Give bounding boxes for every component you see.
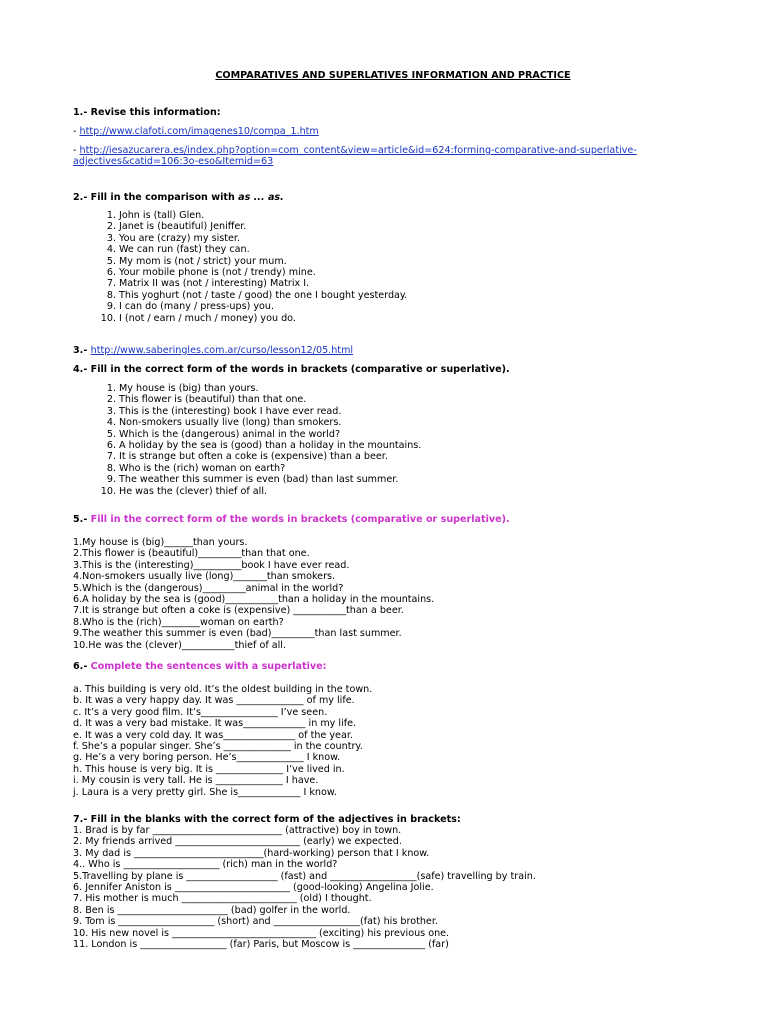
section-1-heading: 1.- Revise this information: bbox=[73, 107, 221, 118]
list-item-text: My mom is (not / strict) your mum. bbox=[119, 255, 287, 267]
exercise-line: b. It was a very happy day. It was ______________ of my life. bbox=[73, 695, 355, 707]
list-item bbox=[99, 383, 421, 394]
exercise-line: d. It was a very bad mistake. It was_____________ in my life. bbox=[73, 718, 357, 730]
link-prefix: - bbox=[73, 145, 80, 156]
list-item bbox=[99, 463, 421, 474]
list-item-text: You are (crazy) my sister. bbox=[119, 232, 241, 244]
list-item-number: 9. bbox=[106, 301, 116, 313]
section-2-heading-text: 2.- Fill in the comparison with bbox=[73, 192, 239, 203]
section-2-heading bbox=[73, 192, 284, 203]
section-5-heading-text: Fill in the correct form of the words in brackets (comparative or superlative). bbox=[90, 514, 510, 525]
list-item-number: 10. bbox=[100, 485, 116, 497]
section-5-lines bbox=[73, 537, 713, 651]
document-title: COMPARATIVES AND SUPERLATIVES INFORMATION AND PRACTICE bbox=[215, 70, 571, 81]
section-6-heading-text: Complete the sentences with a superlative: bbox=[90, 661, 327, 672]
list-item bbox=[99, 256, 407, 267]
list-item-number: 6. bbox=[106, 439, 116, 451]
exercise-line: 3. My dad is ___________________________(hard-working) person that I know. bbox=[73, 847, 430, 859]
list-item-text: It is strange but often a coke is (expensive) than a beer. bbox=[119, 451, 388, 463]
list-item bbox=[99, 210, 407, 221]
list-item bbox=[99, 267, 407, 278]
section-5-heading bbox=[73, 514, 510, 525]
section-1-link-2-row bbox=[73, 145, 713, 156]
section-7-lines bbox=[73, 825, 713, 950]
list-item-number: 7. bbox=[106, 278, 116, 290]
exercise-line: c. It’s a very good film. It’s________________ I’ve seen. bbox=[73, 706, 328, 718]
list-item-text: This flower is (beautiful) than that one. bbox=[119, 394, 307, 406]
list-item bbox=[99, 474, 421, 485]
list-item-text: A holiday by the sea is (good) than a holiday in the mountains. bbox=[119, 439, 422, 451]
exercise-line: e. It was a very cold day. It was_______________ of the year. bbox=[73, 729, 353, 741]
exercise-line: 6. Jennifer Aniston is ________________________ (good-looking) Angelina Jolie. bbox=[73, 881, 434, 893]
section-3-number: 3.- bbox=[73, 345, 91, 356]
list-item-text: My house is (big) than yours. bbox=[119, 383, 259, 394]
list-item bbox=[99, 278, 407, 289]
list-item bbox=[99, 313, 407, 324]
exercise-line: 9. Tom is ____________________ (short) and __________________(fat) his brother. bbox=[73, 916, 438, 928]
exercise-line: 5.Travelling by plane is ___________________ (fast) and __________________(safe) travelling by train. bbox=[73, 870, 536, 882]
list-item-text: Which is the (dangerous) animal in the world? bbox=[119, 428, 341, 440]
list-item bbox=[99, 394, 421, 405]
section-2-heading-emphasis: as ... as. bbox=[238, 192, 284, 203]
exercise-line: 4.Non-smokers usually live (long)_______than smokers. bbox=[73, 571, 336, 583]
exercise-line: 7. His mother is much ________________________ (old) I thought. bbox=[73, 893, 372, 905]
exercise-line: 1.My house is (big)______than yours. bbox=[73, 537, 248, 548]
section-6-heading bbox=[73, 661, 326, 672]
exercise-line: 8.Who is the (rich)________woman on earth? bbox=[73, 616, 284, 628]
list-item-number: 2. bbox=[106, 221, 116, 233]
iesazucarera-link-line-1[interactable]: http://iesazucarera.es/index.php?option=com_content&view=article&id=624:forming-comparative-and-superlative- bbox=[79, 145, 637, 156]
list-item-number: 1. bbox=[106, 210, 116, 221]
exercise-line: 10. His new novel is ______________________________ (exciting) his previous one. bbox=[73, 927, 450, 939]
exercise-line: 2.This flower is (beautiful)_________than that one. bbox=[73, 548, 310, 560]
list-item bbox=[99, 417, 421, 428]
list-item bbox=[99, 429, 421, 440]
exercise-line: 5.Which is the (dangerous)_________animal in the world? bbox=[73, 582, 344, 594]
section-1-link-2-row-continued bbox=[73, 156, 713, 167]
list-item-number: 7. bbox=[106, 451, 116, 463]
section-4-heading: 4.- Fill in the correct form of the words in brackets (comparative or superlative). bbox=[73, 364, 510, 375]
list-item-text: Janet is (beautiful) Jeniffer. bbox=[119, 221, 247, 233]
list-item-text: John is (tall) Glen. bbox=[119, 210, 205, 221]
exercise-line: 10.He was the (clever)___________thief of all. bbox=[73, 639, 287, 651]
list-item-number: 5. bbox=[106, 255, 116, 267]
section-5-number: 5.- bbox=[73, 514, 91, 525]
exercise-line: a. This building is very old. It’s the oldest building in the town. bbox=[73, 684, 373, 695]
list-item-number: 2. bbox=[106, 394, 116, 406]
exercise-line: 8. Ben is _______________________ (bad) golfer in the world. bbox=[73, 904, 351, 916]
list-item-number: 6. bbox=[106, 266, 116, 278]
list-item-number: 3. bbox=[106, 232, 116, 244]
exercise-line: j. Laura is a very pretty girl. She is_____________ I know. bbox=[73, 786, 337, 798]
list-item-number: 4. bbox=[106, 244, 116, 256]
list-item bbox=[99, 301, 407, 312]
list-item-text: The weather this summer is even (bad) than last summer. bbox=[119, 474, 399, 486]
list-item-text: We can run (fast) they can. bbox=[119, 244, 250, 256]
saberingles-link[interactable]: http://www.saberingles.com.ar/curso/lesson12/05.html bbox=[90, 345, 354, 356]
exercise-line: g. He’s a very boring person. He’s______________ I know. bbox=[73, 752, 341, 764]
exercise-line: f. She’s a popular singer. She’s ______________ in the country. bbox=[73, 740, 363, 752]
exercise-line: 9.The weather this summer is even (bad)_________than last summer. bbox=[73, 628, 402, 640]
list-item-text: This is the (interesting) book I have ever read. bbox=[119, 405, 342, 417]
list-item-text: Matrix II was (not / interesting) Matrix I. bbox=[119, 278, 310, 290]
list-item bbox=[99, 290, 407, 301]
list-item bbox=[99, 486, 421, 497]
list-item bbox=[99, 244, 407, 255]
list-item bbox=[99, 451, 421, 462]
section-2-list bbox=[99, 210, 407, 324]
exercise-line: 3.This is the (interesting)__________book I have ever read. bbox=[73, 559, 350, 571]
list-item-text: Your mobile phone is (not / trendy) mine. bbox=[119, 266, 316, 278]
exercise-line: 2. My friends arrived __________________________ (early) we expected. bbox=[73, 836, 402, 848]
list-item bbox=[99, 221, 407, 232]
section-4-list bbox=[99, 383, 421, 497]
list-item-number: 4. bbox=[106, 417, 116, 429]
list-item-number: 3. bbox=[106, 405, 116, 417]
section-3-row bbox=[73, 345, 713, 356]
section-6-lines bbox=[73, 684, 713, 798]
list-item bbox=[99, 233, 407, 244]
list-item bbox=[99, 406, 421, 417]
section-7-heading: 7.- Fill in the blanks with the correct form of the adjectives in brackets: bbox=[73, 814, 461, 825]
exercise-line: 6.A holiday by the sea is (good)___________than a holiday in the mountains. bbox=[73, 593, 435, 605]
list-item-number: 8. bbox=[106, 289, 116, 301]
list-item-text: I (not / earn / much / money) you do. bbox=[119, 312, 296, 324]
list-item-number: 10. bbox=[100, 312, 116, 324]
list-item-number: 9. bbox=[106, 474, 116, 486]
exercise-line: i. My cousin is very tall. He is ______________ I have. bbox=[73, 775, 319, 787]
clafoti-link[interactable]: http://www.clafoti.com/imagenes10/compa_1.htm bbox=[79, 126, 319, 137]
list-item-number: 5. bbox=[106, 428, 116, 440]
iesazucarera-link-line-2[interactable]: adjectives&catid=106:3o-eso&Itemid=63 bbox=[73, 156, 274, 167]
section-1-link-1-row bbox=[73, 126, 713, 137]
list-item-text: He was the (clever) thief of all. bbox=[119, 485, 268, 497]
link-prefix: - bbox=[73, 126, 80, 137]
exercise-line: 1. Brad is by far ___________________________ (attractive) boy in town. bbox=[73, 825, 402, 836]
list-item-text: Non-smokers usually live (long) than smokers. bbox=[119, 417, 342, 429]
section-6-number: 6.- bbox=[73, 661, 91, 672]
exercise-line: h. This house is very big. It is ______________ I’ve lived in. bbox=[73, 763, 345, 775]
list-item-text: I can do (many / press-ups) you. bbox=[119, 301, 275, 313]
list-item bbox=[99, 440, 421, 451]
exercise-line: 11. London is __________________ (far) Paris, but Moscow is _______________ (far) bbox=[73, 938, 449, 950]
exercise-line: 4.. Who is ____________________ (rich) man in the world? bbox=[73, 859, 338, 871]
list-item-number: 8. bbox=[106, 462, 116, 474]
list-item-text: Who is the (rich) woman on earth? bbox=[119, 462, 286, 474]
exercise-line: 7.It is strange but often a coke is (expensive) ___________than a beer. bbox=[73, 605, 404, 617]
list-item-number: 1. bbox=[106, 383, 116, 394]
list-item-text: This yoghurt (not / taste / good) the one I bought yesterday. bbox=[119, 289, 408, 301]
